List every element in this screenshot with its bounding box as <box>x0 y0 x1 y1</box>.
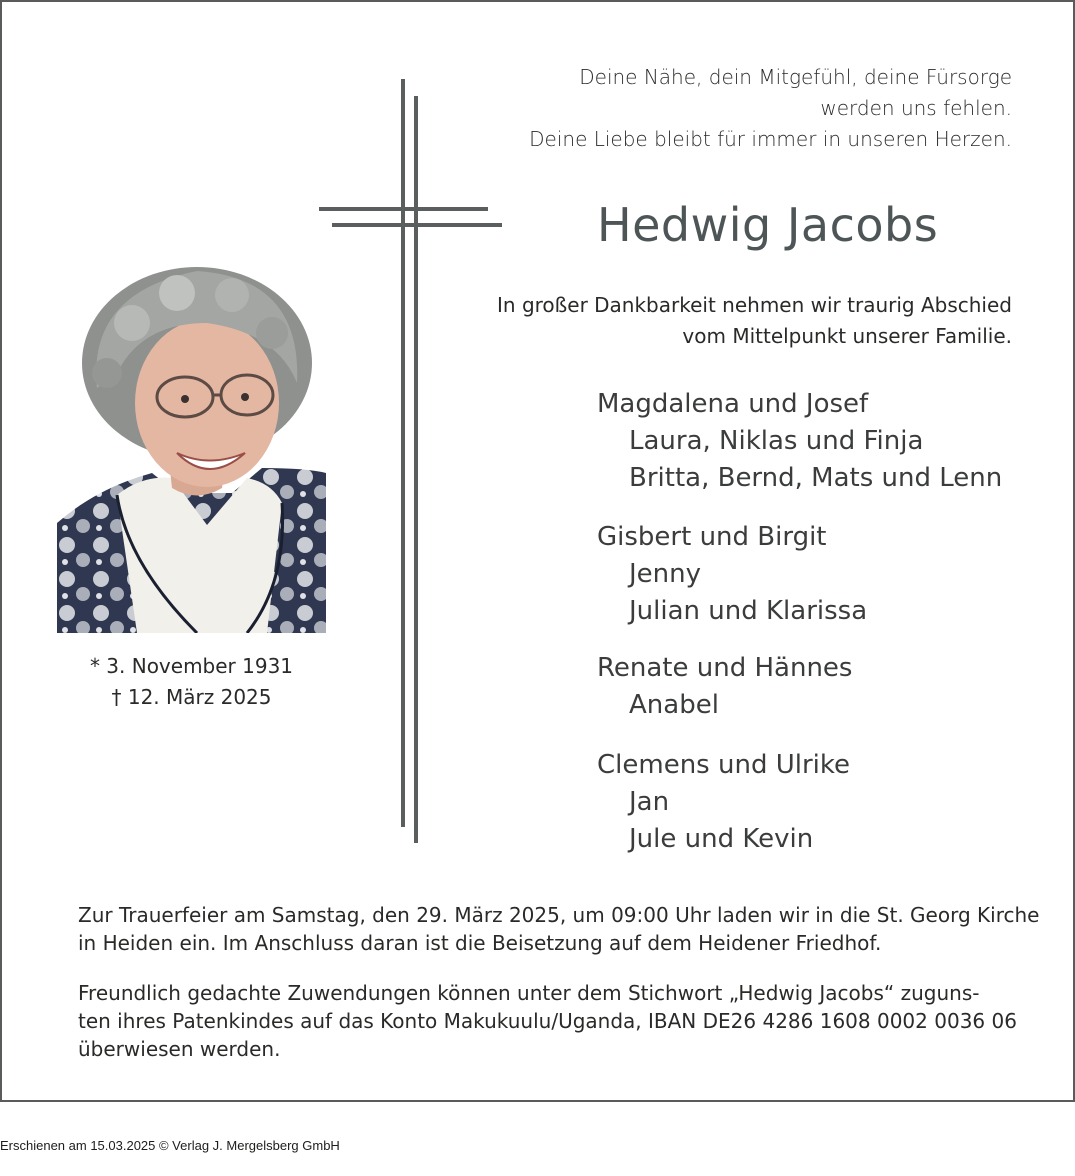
family-group-2 <box>597 519 867 630</box>
verse-line-3: Deine Liebe bleibt für immer in unseren Herzen. <box>529 127 1012 151</box>
family-member-line: Anabel <box>629 690 719 720</box>
verse-line-1: Deine Nähe, dein Mitgefühl, deine Fürsorge <box>579 65 1012 89</box>
birth-date: * 3. November 1931 <box>89 654 294 678</box>
family-head: Magdalena und Josef <box>597 389 869 419</box>
farewell-line-1: In großer Dankbarkeit nehmen wir traurig Abschied <box>497 293 1012 317</box>
family-group-3 <box>597 650 852 724</box>
family-group-4 <box>597 747 850 858</box>
family-member-line: Britta, Bernd, Mats und Lenn <box>629 463 1003 493</box>
farewell-text <box>440 290 1012 352</box>
family-head: Renate und Hännes <box>597 653 853 683</box>
publication-footer: Erschienen am 15.03.2025 © Verlag J. Mergelsberg GmbH <box>0 1138 340 1153</box>
family-member-line: Laura, Niklas und Finja <box>629 426 924 456</box>
donation-info <box>78 979 1018 1063</box>
service-info <box>78 901 1040 957</box>
family-group-1 <box>597 386 1002 497</box>
family-head: Gisbert und Birgit <box>597 522 827 552</box>
memorial-verse <box>440 62 1012 155</box>
farewell-line-2: vom Mittelpunkt unserer Familie. <box>682 324 1012 348</box>
portrait-photo <box>57 263 326 633</box>
life-dates <box>57 651 326 713</box>
service-line-2: in Heiden ein. Im Anschluss daran ist die Beisetzung auf dem Heidener Friedhof. <box>78 931 882 955</box>
donation-line-2: ten ihres Patenkindes auf das Konto Makukuulu/Uganda, IBAN DE26 4286 1608 0002 0036 06 <box>78 1009 1017 1033</box>
donation-line-1: Freundlich gedachte Zuwendungen können unter dem Stichwort „Hedwig Jacobs“ zuguns- <box>78 981 980 1005</box>
family-member-line: Jule und Kevin <box>629 824 814 854</box>
family-head: Clemens und Ulrike <box>597 750 851 780</box>
family-member-line: Julian und Klarissa <box>629 596 868 626</box>
family-member-line: Jenny <box>629 559 702 589</box>
service-line-1: Zur Trauerfeier am Samstag, den 29. März 2025, um 09:00 Uhr laden wir in die St. Georg Kirche <box>78 903 1040 927</box>
deceased-name: Hedwig Jacobs <box>597 198 939 252</box>
donation-line-3: überwiesen werden. <box>78 1037 281 1061</box>
family-member-line: Jan <box>629 787 670 817</box>
death-date: † 12. März 2025 <box>111 685 272 709</box>
verse-line-2: werden uns fehlen. <box>820 96 1012 120</box>
